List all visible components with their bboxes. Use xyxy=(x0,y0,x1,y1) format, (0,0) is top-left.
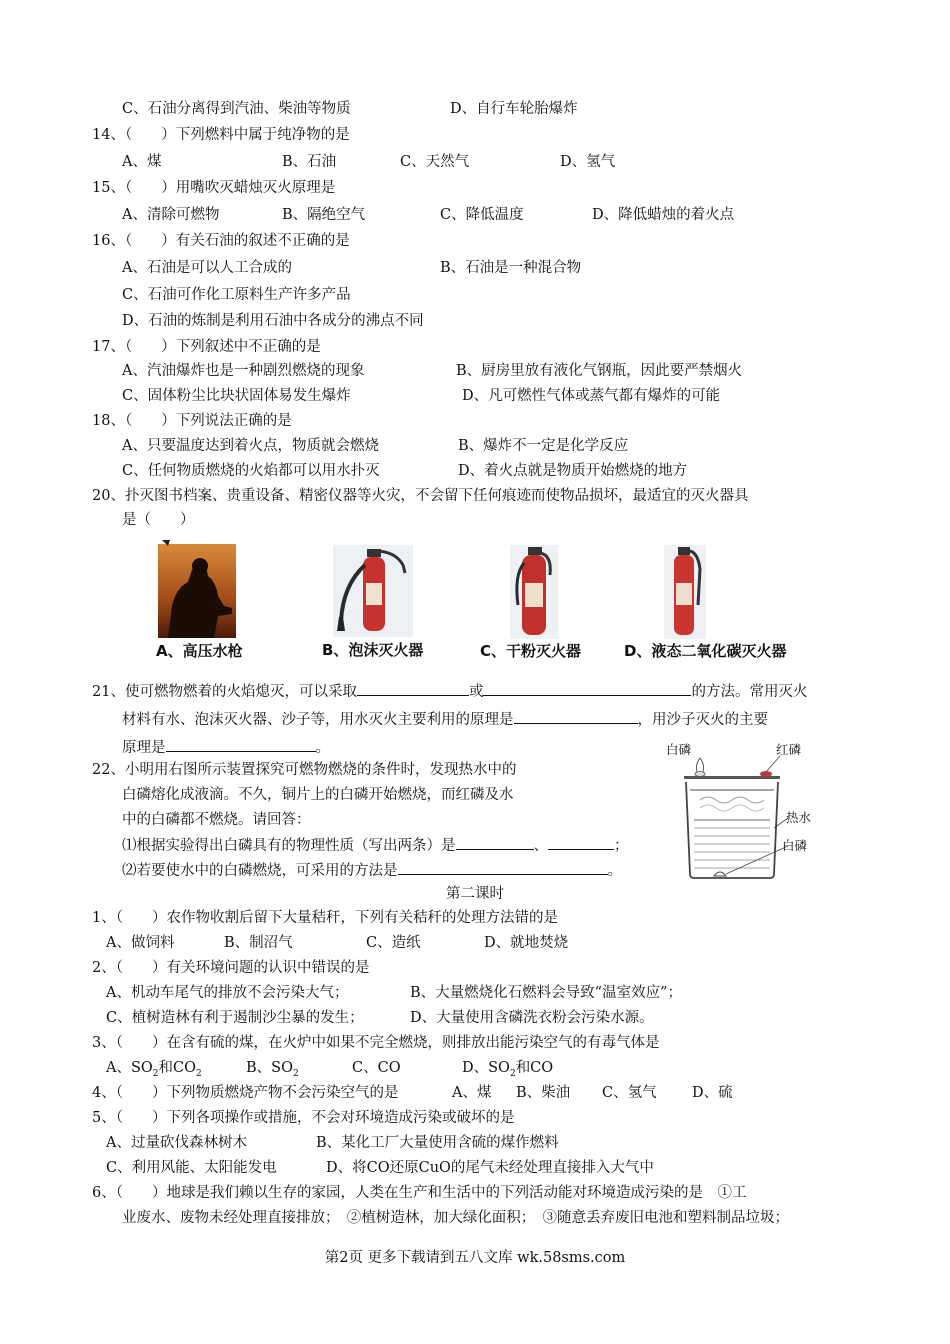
q16-option-a: A、石油是可以人工合成的 xyxy=(122,260,292,276)
q16-option-c: C、石油可作化工原料生产许多产品 xyxy=(122,287,351,303)
q21-line3 xyxy=(122,737,330,758)
q15-option-b: B、隔绝空气 xyxy=(282,207,366,223)
q20-label-b: B、泡沫灭火器 xyxy=(322,641,424,659)
s3-option-b xyxy=(246,1058,299,1084)
s2-option-a: A、机动车尾气的排放不会污染大气； xyxy=(106,985,349,1001)
q15-option-a: A、清除可燃物 xyxy=(122,207,220,223)
s6-line1: 6、（ ）地球是我们赖以生存的家园，人类在生产和生活中的下列活动能对环境造成污染的是 ①工 xyxy=(92,1185,747,1201)
label-white-phosphorus-top: 白磷 xyxy=(666,742,692,757)
s3-b-text: B、SO xyxy=(246,1060,293,1076)
q14-option-d: D、氢气 xyxy=(560,154,616,170)
q15-stem: 15、（ ）用嘴吹灭蜡烛灭火原理是 xyxy=(92,180,336,196)
q14-option-b: B、石油 xyxy=(282,154,337,170)
q18-option-c: C、任何物质燃烧的火焰都可以用水扑灭 xyxy=(122,463,380,479)
q20-label-a: A、高压水枪 xyxy=(156,642,243,660)
q21-text-1: 21、使可燃物燃着的火焰熄灭，可以采取 xyxy=(92,684,357,700)
q13-option-c: C、石油分离得到汽油、柴油等物质 xyxy=(122,101,351,117)
s3-a-rest: 和CO xyxy=(158,1060,197,1076)
q13-option-d: D、自行车轮胎爆炸 xyxy=(450,101,578,117)
page-footer: 第2页 更多下载请到五八文库 wk.58sms.com xyxy=(324,1250,626,1266)
q18-option-d: D、着火点就是物质开始燃烧的地方 xyxy=(458,463,688,479)
q22-text-5a: ⑵若要使水中的白磷燃烧，可采用的方法是 xyxy=(122,863,398,879)
s3-a-sub2: 2 xyxy=(196,1068,202,1079)
s5-option-b: B、某化工厂大量使用含硫的煤作燃料 xyxy=(316,1135,559,1151)
s4-option-d: D、硫 xyxy=(692,1085,733,1101)
s3-d-text: D、SO xyxy=(462,1060,510,1076)
s4-option-a: A、煤 xyxy=(452,1085,492,1101)
q20-label-d: D、液态二氧化碳灭火器 xyxy=(624,642,787,660)
q21-text-2: 或 xyxy=(468,684,484,700)
q20-label-c: C、干粉灭火器 xyxy=(480,642,582,660)
label-red-phosphorus: 红磷 xyxy=(776,742,802,757)
q22-line2: 白磷熔化成液滴。不久，铜片上的白磷开始燃烧，而红磷及水 xyxy=(122,787,514,803)
q15-option-d: D、降低蜡烛的着火点 xyxy=(592,207,735,223)
q21-line2 xyxy=(122,709,768,730)
q22-text-4b: 、 xyxy=(533,838,548,854)
q21-blank-4[interactable] xyxy=(166,737,316,752)
q18-option-b: B、爆炸不一定是化学反应 xyxy=(458,438,629,454)
q21-blank-3[interactable] xyxy=(514,709,638,724)
co2-extinguisher-photo xyxy=(664,545,706,639)
s2-option-d: D、大量使用含磷洗衣粉会污染水源。 xyxy=(410,1010,654,1026)
s5-option-d: D、将CO还原CuO的尾气未经处理直接排入大气中 xyxy=(326,1160,654,1176)
s4-stem: 4、（ ）下列物质燃烧产物不会污染空气的是 xyxy=(92,1085,399,1101)
s4-option-b: B、柴油 xyxy=(516,1085,571,1101)
s3-d-rest: 和CO xyxy=(515,1060,554,1076)
q22-text-5b: 。 xyxy=(607,863,622,879)
s1-stem: 1、（ ）农作物收割后留下大量秸秆，下列有关秸秆的处理方法错的是 xyxy=(92,910,558,926)
q16-stem: 16、（ ）有关石油的叙述不正确的是 xyxy=(92,233,350,249)
s5-option-a: A、过量砍伐森林树木 xyxy=(106,1135,247,1151)
s4-option-c: C、氢气 xyxy=(602,1085,657,1101)
q16-option-d: D、石油的炼制是利用石油中各成分的沸点不同 xyxy=(122,313,424,329)
q22-line1: 22、小明用右图所示装置探究可燃物燃烧的条件时，发现热水中的 xyxy=(92,762,517,778)
q21-text-3: 的方法。常用灭火 xyxy=(691,684,808,700)
s3-option-a xyxy=(106,1058,202,1084)
s3-option-c: C、CO xyxy=(352,1060,401,1076)
q22-text-4c: ； xyxy=(614,838,629,854)
s3-option-d xyxy=(462,1058,553,1084)
s2-option-b: B、大量燃烧化石燃料会导致“温室效应”； xyxy=(410,985,682,1001)
q21-text-4: 材料有水、泡沫灭火器、沙子等，用水灭火主要利用的原理是 xyxy=(122,712,514,728)
s3-a-sub: 2 xyxy=(152,1068,159,1079)
q17-option-c: C、固体粉尘比块状固体易发生爆炸 xyxy=(122,388,351,404)
s3-a-text: A、SO xyxy=(106,1060,153,1076)
s2-option-c: C、植树造林有利于遏制沙尘暴的发生； xyxy=(106,1010,364,1026)
q22-line4 xyxy=(122,835,629,856)
q22-text-4a: ⑴根据实验得出白磷具有的物理性质（写出两条）是 xyxy=(122,838,456,854)
s3-d-sub: 2 xyxy=(509,1068,516,1079)
q21-text-7: 。 xyxy=(315,740,330,756)
label-white-phosphorus-bottom: 白磷 xyxy=(782,838,808,853)
s5-stem: 5、（ ）下列各项操作或措施，不会对环境造成污染或破坏的是 xyxy=(92,1110,515,1126)
q20-stem-line2: 是（ ） xyxy=(122,512,195,528)
s3-stem: 3、（ ）在含有硫的煤，在火炉中如果不完全燃烧，则排放出能污染空气的有毒气体是 xyxy=(92,1035,660,1051)
q14-option-c: C、天然气 xyxy=(400,154,470,170)
q22-blank-1[interactable] xyxy=(456,835,534,850)
q22-line5 xyxy=(122,860,622,881)
q15-option-c: C、降低温度 xyxy=(440,207,524,223)
q17-option-a: A、汽油爆炸也是一种剧烈燃烧的现象 xyxy=(122,363,365,379)
q16-option-b: B、石油是一种混合物 xyxy=(440,260,582,276)
section-title: 第二课时 xyxy=(446,886,504,902)
s1-option-d: D、就地焚烧 xyxy=(484,935,569,951)
q21-line1 xyxy=(92,681,807,702)
q22-blank-3[interactable] xyxy=(398,860,608,875)
foam-extinguisher-photo xyxy=(333,545,413,637)
q14-option-a: A、煤 xyxy=(122,154,162,170)
s2-stem: 2、（ ）有关环境问题的认识中错误的是 xyxy=(92,960,370,976)
q21-text-5: ，用沙子灭火的主要 xyxy=(637,712,768,728)
s3-b-sub: 2 xyxy=(292,1068,299,1079)
q17-option-d: D、凡可燃性气体或蒸气都有爆炸的可能 xyxy=(462,388,721,404)
s1-option-b: B、制沼气 xyxy=(224,935,293,951)
label-hot-water: 热水 xyxy=(786,810,812,825)
q17-stem: 17、（ ）下列叙述中不正确的是 xyxy=(92,339,321,355)
q21-blank-1[interactable] xyxy=(357,681,469,696)
q21-blank-2[interactable] xyxy=(483,681,691,696)
q21-text-6: 原理是 xyxy=(122,740,166,756)
s6-line2: 业废水、废物未经处理直接排放； ②植树造林，加大绿化面积； ③随意丢弃废旧电池和塑料制品垃圾； xyxy=(122,1210,789,1226)
s5-option-c: C、利用风能、太阳能发电 xyxy=(106,1160,277,1176)
q20-stem-line1: 20、扑灭图书档案、贵重设备、精密仪器等火灾，不会留下任何痕迹而使物品损坏，最适宜的灭火器具 xyxy=(92,488,749,504)
q17-option-b: B、厨房里放有液化气钢瓶，因此要严禁烟火 xyxy=(456,363,743,379)
s1-option-a: A、做饲料 xyxy=(106,935,175,951)
q22-blank-2[interactable] xyxy=(548,835,614,850)
dry-powder-extinguisher-photo xyxy=(510,545,558,639)
q18-stem: 18、（ ）下列说法正确的是 xyxy=(92,413,292,429)
s1-option-c: C、造纸 xyxy=(366,935,421,951)
q14-stem: 14、（ ）下列燃料中属于纯净物的是 xyxy=(92,127,350,143)
q18-option-a: A、只要温度达到着火点，物质就会燃烧 xyxy=(122,438,379,454)
fire-hose-photo xyxy=(158,536,238,640)
q22-line3: 中的白磷都不燃烧。请回答： xyxy=(122,812,311,828)
